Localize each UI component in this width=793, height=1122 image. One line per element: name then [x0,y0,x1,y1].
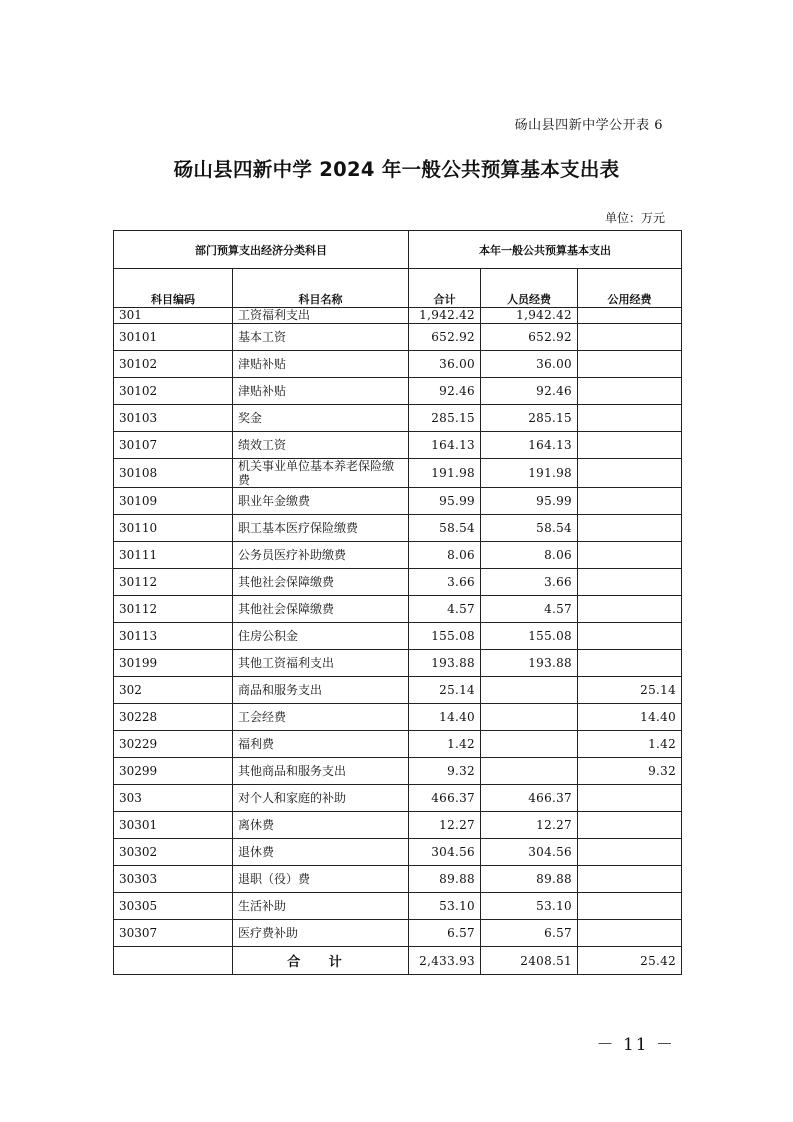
table-row [114,866,682,893]
code-cell: 30102 [114,378,233,405]
column-header-name: 科目名称 [233,269,409,308]
total-cell: 89.88 [409,866,481,893]
table-number-label: 砀山县四新中学公开表 6 [514,118,663,133]
total-cell: 191.98 [409,459,481,488]
table-row [114,731,682,758]
total-row [114,947,682,975]
code-cell: 30107 [114,432,233,459]
total-cell: 14.40 [409,704,481,731]
code-cell: 30102 [114,351,233,378]
total-cell: 8.06 [409,542,481,569]
table-row [114,405,682,432]
public-cell [578,839,682,866]
table-row [114,839,682,866]
name-cell: 其他商品和服务支出 [233,758,409,785]
public-cell [578,378,682,405]
table-row [114,488,682,515]
public-cell [578,308,682,324]
unit-label: 单位：万元 [604,211,665,225]
code-cell: 30229 [114,731,233,758]
table-row [114,785,682,812]
personnel-cell: 155.08 [481,623,578,650]
personnel-cell: 466.37 [481,785,578,812]
table-body [114,308,682,947]
code-cell: 30199 [114,650,233,677]
personnel-cell: 1,942.42 [481,308,578,324]
public-cell: 1.42 [578,731,682,758]
public-cell [578,893,682,920]
name-cell: 绩效工资 [233,432,409,459]
public-cell [578,569,682,596]
code-cell: 30305 [114,893,233,920]
table-row [114,920,682,947]
code-cell: 30111 [114,542,233,569]
total-cell: 36.00 [409,351,481,378]
total-cell: 4.57 [409,596,481,623]
personnel-cell: 95.99 [481,488,578,515]
public-cell [578,459,682,488]
table-row [114,650,682,677]
group-header-classification: 部门预算支出经济分类科目 [114,231,409,269]
personnel-cell: 58.54 [481,515,578,542]
public-cell [578,623,682,650]
code-cell: 301 [114,308,233,324]
column-header-total: 合计 [409,269,481,308]
total-cell: 25.14 [409,677,481,704]
table-row [114,351,682,378]
total-cell: 95.99 [409,488,481,515]
total-cell: 6.57 [409,920,481,947]
total-cell: 9.32 [409,758,481,785]
code-cell: 30112 [114,569,233,596]
public-cell [578,812,682,839]
total-label: 合 计 [233,947,409,975]
name-cell: 福利费 [233,731,409,758]
personnel-cell: 191.98 [481,459,578,488]
code-cell: 30108 [114,459,233,488]
total-cell: 1.42 [409,731,481,758]
group-header-basic-expenditure: 本年一般公共预算基本支出 [409,231,682,269]
code-cell: 30302 [114,839,233,866]
public-cell: 14.40 [578,704,682,731]
name-cell: 其他社会保障缴费 [233,596,409,623]
code-cell: 30110 [114,515,233,542]
code-cell: 30228 [114,704,233,731]
budget-table [113,230,682,975]
table-row [114,677,682,704]
name-cell: 职工基本医疗保险缴费 [233,515,409,542]
public-cell [578,596,682,623]
page-number: － 11 － [596,1035,675,1055]
name-cell: 医疗费补助 [233,920,409,947]
total-cell: 304.56 [409,839,481,866]
public-cell [578,920,682,947]
public-cell [578,432,682,459]
column-header-code: 科目编码 [114,269,233,308]
personnel-cell: 652.92 [481,324,578,351]
total-public-cell: 25.42 [578,947,682,975]
personnel-cell [481,677,578,704]
personnel-cell [481,704,578,731]
column-header-personnel: 人员经费 [481,269,578,308]
public-cell [578,405,682,432]
code-cell: 30303 [114,866,233,893]
name-cell: 商品和服务支出 [233,677,409,704]
total-cell: 1,942.42 [409,308,481,324]
public-cell [578,324,682,351]
code-cell: 303 [114,785,233,812]
table-row [114,596,682,623]
personnel-cell: 36.00 [481,351,578,378]
name-cell: 工会经费 [233,704,409,731]
code-cell: 30109 [114,488,233,515]
table-row [114,515,682,542]
table-row [114,308,682,324]
page-title: 砀山县四新中学 2024 年一般公共预算基本支出表 [173,158,620,181]
name-cell: 机关事业单位基本养老保险缴费 [233,459,409,488]
name-cell: 退职（役）费 [233,866,409,893]
personnel-cell: 304.56 [481,839,578,866]
public-cell [578,650,682,677]
total-cell: 58.54 [409,515,481,542]
table-row [114,542,682,569]
personnel-cell: 6.57 [481,920,578,947]
name-cell: 津贴补贴 [233,351,409,378]
table-row [114,569,682,596]
table-row [114,623,682,650]
personnel-cell [481,731,578,758]
personnel-cell: 53.10 [481,893,578,920]
total-cell: 53.10 [409,893,481,920]
public-cell [578,351,682,378]
total-cell: 92.46 [409,378,481,405]
table-row [114,459,682,488]
public-cell [578,542,682,569]
personnel-cell: 4.57 [481,596,578,623]
column-header-public: 公用经费 [578,269,682,308]
total-cell: 652.92 [409,324,481,351]
total-row-code-cell [114,947,233,975]
table-row [114,378,682,405]
total-cell: 3.66 [409,569,481,596]
code-cell: 30301 [114,812,233,839]
name-cell: 公务员医疗补助缴费 [233,542,409,569]
code-cell: 30103 [114,405,233,432]
table-row [114,324,682,351]
name-cell: 退休费 [233,839,409,866]
name-cell: 对个人和家庭的补助 [233,785,409,812]
personnel-cell: 164.13 [481,432,578,459]
total-cell: 155.08 [409,623,481,650]
total-cell: 285.15 [409,405,481,432]
name-cell: 其他社会保障缴费 [233,569,409,596]
total-cell: 466.37 [409,785,481,812]
name-cell: 其他工资福利支出 [233,650,409,677]
name-cell: 奖金 [233,405,409,432]
table-row [114,432,682,459]
table-row [114,704,682,731]
total-cell: 164.13 [409,432,481,459]
name-cell: 职业年金缴费 [233,488,409,515]
public-cell [578,488,682,515]
name-cell: 生活补助 [233,893,409,920]
public-cell [578,866,682,893]
name-cell: 离休费 [233,812,409,839]
name-cell: 津贴补贴 [233,378,409,405]
personnel-cell: 3.66 [481,569,578,596]
total-personnel-cell: 2408.51 [481,947,578,975]
code-cell: 30112 [114,596,233,623]
code-cell: 302 [114,677,233,704]
table-row [114,758,682,785]
total-cell: 193.88 [409,650,481,677]
name-cell: 工资福利支出 [233,308,409,324]
personnel-cell: 285.15 [481,405,578,432]
code-cell: 30101 [114,324,233,351]
personnel-cell: 92.46 [481,378,578,405]
code-cell: 30299 [114,758,233,785]
personnel-cell: 193.88 [481,650,578,677]
total-cell: 12.27 [409,812,481,839]
total-sum-cell: 2,433.93 [409,947,481,975]
table-row [114,812,682,839]
public-cell [578,515,682,542]
name-cell: 基本工资 [233,324,409,351]
public-cell: 25.14 [578,677,682,704]
personnel-cell: 12.27 [481,812,578,839]
code-cell: 30113 [114,623,233,650]
personnel-cell: 8.06 [481,542,578,569]
public-cell: 9.32 [578,758,682,785]
table-row [114,893,682,920]
code-cell: 30307 [114,920,233,947]
personnel-cell [481,758,578,785]
personnel-cell: 89.88 [481,866,578,893]
name-cell: 住房公积金 [233,623,409,650]
public-cell [578,785,682,812]
